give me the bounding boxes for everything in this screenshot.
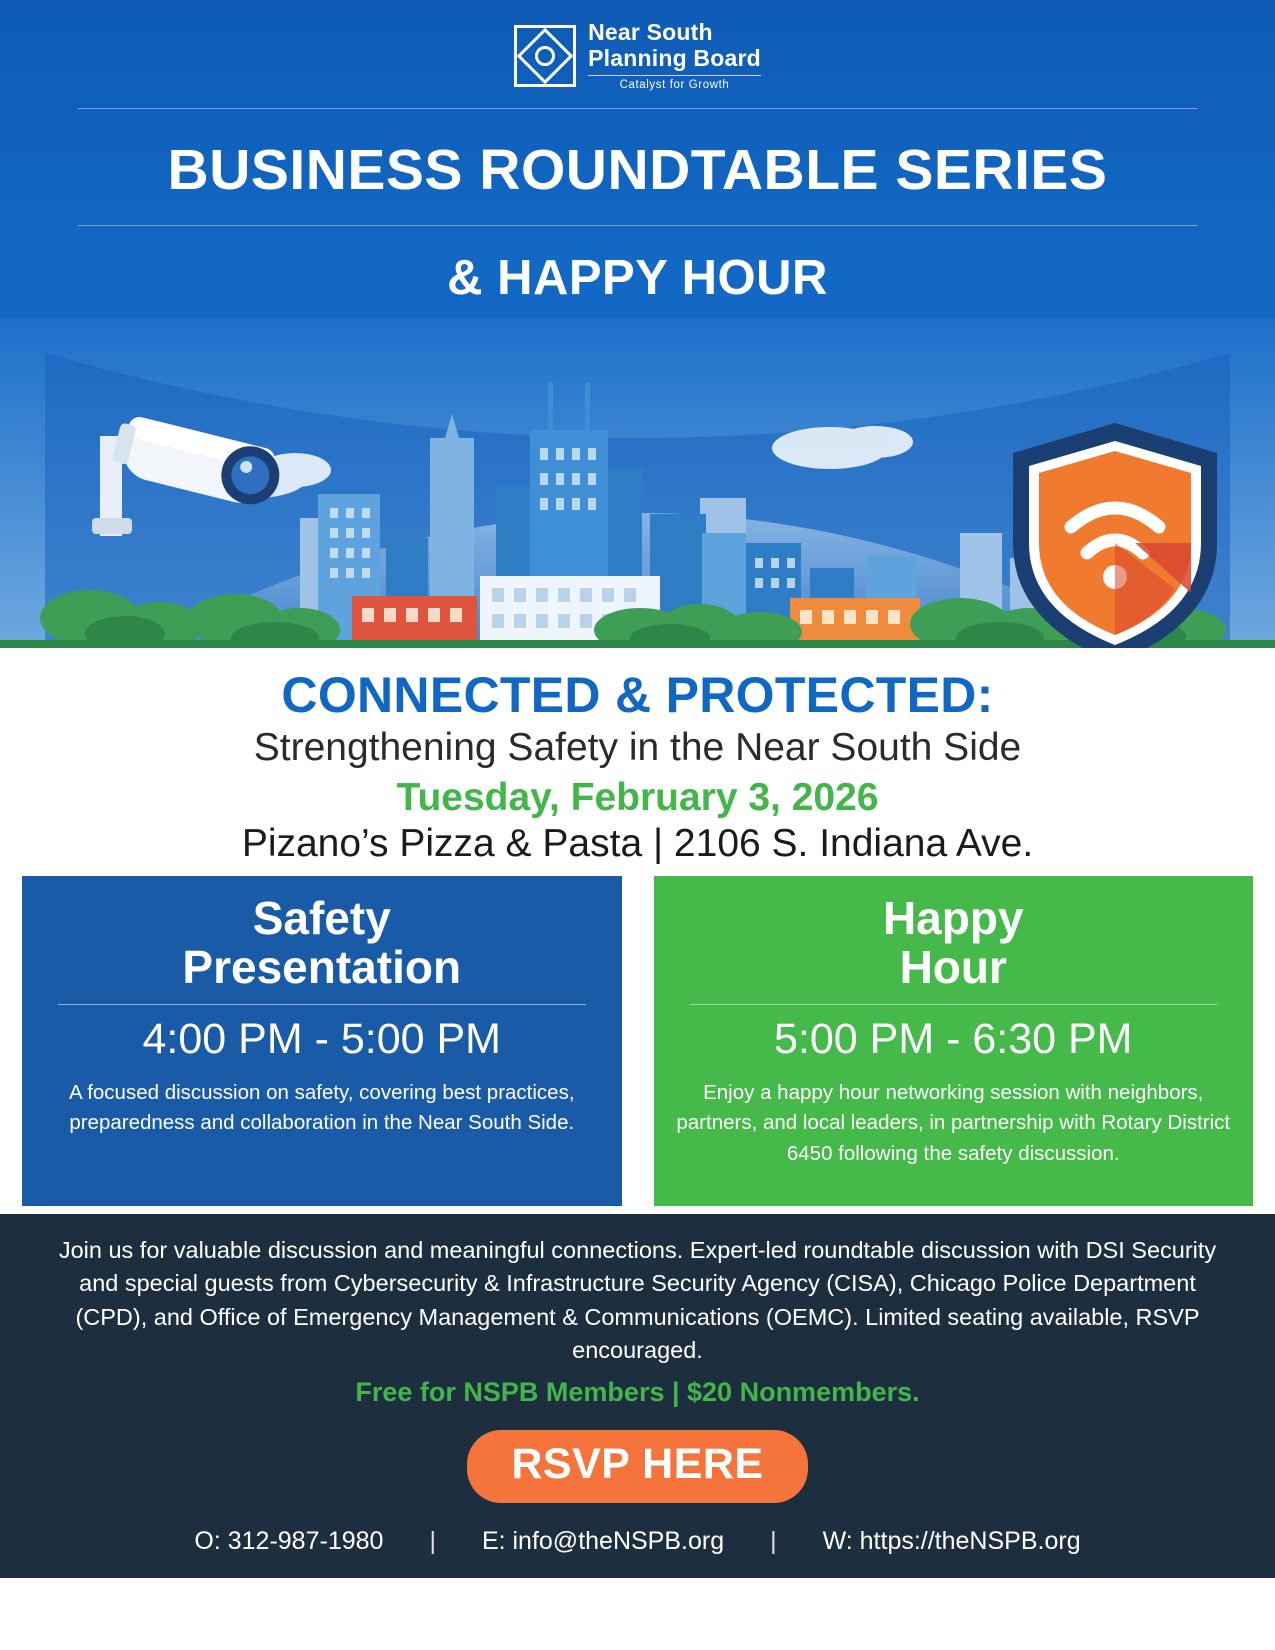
contact-separator-1: | — [429, 1527, 436, 1556]
header-banner — [0, 0, 1275, 648]
logo-line-1: Near South — [588, 19, 713, 46]
divider-middle — [78, 225, 1198, 226]
nspb-diamond-logo-icon — [514, 25, 576, 87]
event-subtitle: Strengthening Safety in the Near South Side — [253, 726, 1022, 769]
page-title: BUSINESS ROUNDTABLE SERIES — [167, 138, 1108, 202]
logo-line-2: Planning Board — [588, 45, 761, 72]
contact-phone[interactable]: O: 312-987-1980 — [194, 1527, 384, 1556]
panel-divider — [690, 1004, 1218, 1005]
contact-bar — [24, 1527, 1251, 1556]
contact-website[interactable]: W: https://theNSPB.org — [822, 1527, 1081, 1556]
contact-email[interactable]: E: info@theNSPB.org — [481, 1527, 725, 1556]
organization-logo — [0, 0, 1275, 104]
panel-description: A focused discussion on safety, covering best practices, preparedness and collaboration in the Near South Side. — [68, 1080, 575, 1135]
panel-time: 4:00 PM - 5:00 PM — [142, 1014, 501, 1063]
event-details — [0, 648, 1275, 866]
panel-time: 5:00 PM - 6:30 PM — [774, 1014, 1133, 1063]
footer-section — [0, 1214, 1275, 1578]
rsvp-button[interactable]: RSVP HERE — [467, 1430, 807, 1503]
event-venue: Pizano’s Pizza & Pasta | 2106 S. Indiana Ave. — [241, 822, 1034, 865]
panel-description: Enjoy a happy hour networking session with neighbors, partners, and local leaders, in partnership with Rotary District 6450 following the safety discussion. — [676, 1080, 1231, 1165]
panel-safety-presentation — [22, 876, 622, 1206]
panel-title-line1: Happy — [882, 892, 1024, 944]
page-subtitle: & HAPPY HOUR — [447, 251, 828, 305]
session-panels — [0, 876, 1275, 1206]
logo-tagline: Catalyst for Growth — [588, 75, 761, 92]
panel-title-line2: Hour — [899, 940, 1007, 993]
panel-happy-hour — [654, 876, 1254, 1206]
event-title: CONNECTED & PROTECTED: — [281, 667, 994, 723]
footer-body-text: Join us for valuable discussion and meaningful connections. Expert-led roundtable discussion with DSI Security and special guests from Cybersecurity & Infrastructure Security Agency (CISA), Chicago Police Department (CPD), and Office of Emergency Management & Communications (OEMC). Limited seating available, RSVP encouraged. — [58, 1237, 1217, 1364]
chicago-skyline-security-illustration — [0, 318, 1275, 648]
event-date: Tuesday, February 3, 2026 — [396, 776, 879, 819]
panel-title-line1: Safety — [252, 892, 391, 944]
panel-divider — [58, 1004, 586, 1005]
wifi-shield-icon — [1013, 423, 1217, 648]
panel-title-line2: Presentation — [182, 940, 462, 993]
contact-separator-2: | — [770, 1527, 777, 1556]
divider-top — [78, 108, 1198, 109]
pricing-text: Free for NSPB Members | $20 Nonmembers. — [355, 1377, 920, 1408]
